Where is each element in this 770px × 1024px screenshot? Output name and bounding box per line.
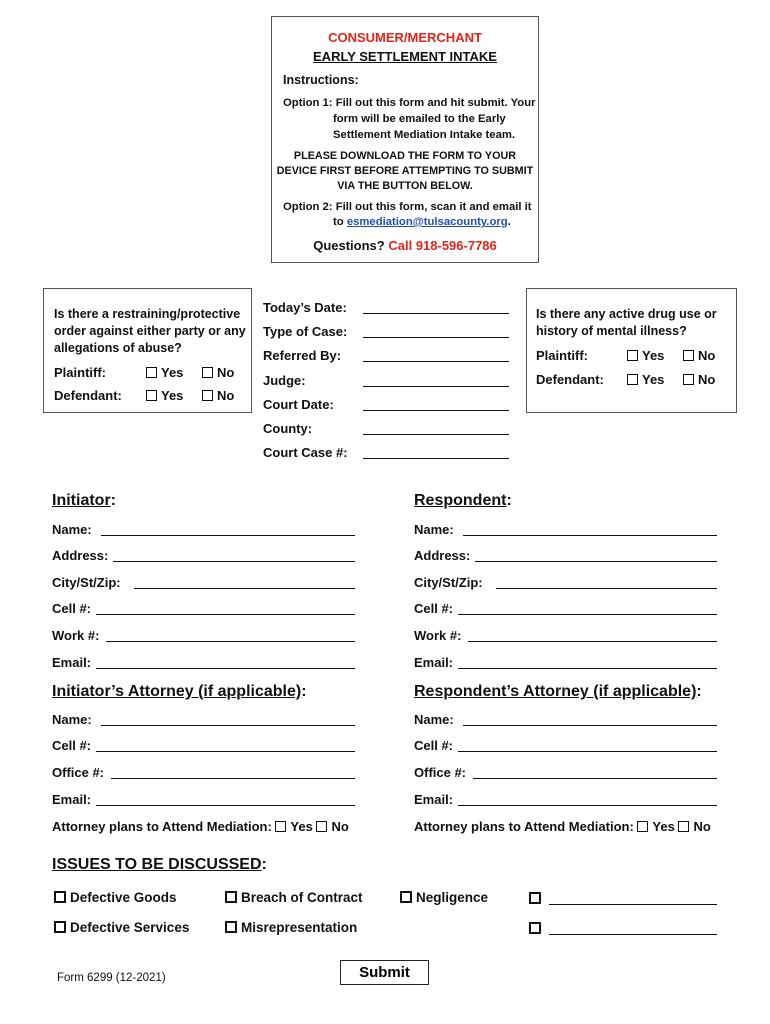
respondent-name-field[interactable] (463, 535, 717, 536)
type-of-case-label: Type of Case: (263, 324, 348, 339)
download-notice-line3: VIA THE BUTTON BELOW. (337, 180, 473, 192)
todays-date-field[interactable] (363, 313, 509, 314)
issue-other-2[interactable] (529, 920, 545, 938)
initiator-work-label: Work #: (52, 628, 100, 643)
drug-defendant-no[interactable]: No (683, 372, 715, 387)
initiator-address-label: Address: (52, 548, 109, 563)
respondent-cell-field[interactable] (458, 614, 717, 615)
issue-negligence[interactable]: Negligence (400, 890, 488, 905)
judge-field[interactable] (363, 386, 509, 387)
checkbox[interactable] (529, 892, 541, 904)
option1-line3: Settlement Mediation Intake team. (333, 129, 516, 141)
submit-button[interactable]: Submit (340, 960, 429, 985)
checkbox[interactable] (202, 390, 213, 401)
respondent-attorney-cell-label: Cell #: (414, 738, 454, 753)
checkbox[interactable] (683, 374, 694, 385)
issue-breach-of-contract[interactable]: Breach of Contract (225, 890, 363, 905)
checkbox[interactable] (275, 821, 286, 832)
restraining-defendant-label: Defendant: (54, 388, 122, 403)
initiator-attorney-office-field[interactable] (111, 778, 355, 779)
checkbox[interactable] (627, 350, 638, 361)
respondent-address-field[interactable] (475, 561, 717, 562)
initiator-cell-field[interactable] (96, 614, 355, 615)
restraining-question-line3: allegations of abuse? (54, 341, 182, 355)
form-title-line1: CONSUMER/MERCHANT (328, 30, 482, 45)
drug-question-line2: history of mental illness? (536, 324, 687, 338)
checkbox[interactable] (54, 891, 66, 903)
initiator-attorney-cell-label: Cell #: (52, 738, 92, 753)
respondent-cell-label: Cell #: (414, 601, 454, 616)
option2-to: to (333, 216, 344, 228)
initiator-attorney-office-label: Office #: (52, 765, 105, 780)
checkbox[interactable] (678, 821, 689, 832)
initiator-city-field[interactable] (134, 588, 355, 589)
issue-other-1[interactable] (529, 890, 545, 908)
issue-misrepresentation[interactable]: Misrepresentation (225, 920, 357, 935)
issue-other-1-field[interactable] (549, 904, 717, 905)
download-notice-line1: PLEASE DOWNLOAD THE FORM TO YOUR (293, 150, 517, 162)
restraining-question-line1: Is there a restraining/protective (54, 307, 241, 321)
drug-defendant-yes[interactable]: Yes (627, 372, 664, 387)
restraining-question-line2: order against either party or any (54, 324, 246, 338)
court-date-field[interactable] (363, 410, 509, 411)
checkbox[interactable] (400, 891, 412, 903)
initiator-email-label: Email: (52, 655, 92, 670)
initiator-attorney-name-field[interactable] (101, 725, 355, 726)
respondent-email-field[interactable] (458, 668, 717, 669)
checkbox[interactable] (637, 821, 648, 832)
initiator-cell-label: Cell #: (52, 601, 92, 616)
questions-phone: Call 918-596-7786 (388, 238, 497, 253)
issue-defective-goods[interactable]: Defective Goods (54, 890, 177, 905)
initiator-attorney-attend-label: Attorney plans to Attend Mediation: (52, 819, 272, 834)
option2-period: . (507, 216, 511, 228)
initiator-address-field[interactable] (113, 561, 355, 562)
drug-defendant-label: Defendant: (536, 372, 604, 387)
initiator-attorney-attend: Attorney plans to Attend Mediation: Yes No (52, 819, 349, 834)
checkbox[interactable] (146, 367, 157, 378)
initiator-city-label: City/St/Zip: (52, 575, 121, 590)
judge-label: Judge: (263, 373, 306, 388)
questions-label: Questions? (313, 238, 385, 253)
court-case-label: Court Case #: (263, 445, 348, 460)
checkbox[interactable] (529, 922, 541, 934)
option1-line2: form will be emailed to the Early (333, 113, 506, 125)
initiator-email-field[interactable] (96, 668, 355, 669)
issue-defective-services[interactable]: Defective Services (54, 920, 189, 935)
respondent-city-field[interactable] (496, 588, 717, 589)
restraining-defendant-no[interactable]: No (202, 388, 234, 403)
respondent-city-label: City/St/Zip: (414, 575, 483, 590)
respondent-attorney-name-field[interactable] (463, 725, 717, 726)
restraining-defendant-yes[interactable]: Yes (146, 388, 183, 403)
checkbox[interactable] (146, 390, 157, 401)
checkbox[interactable] (683, 350, 694, 361)
respondent-work-field[interactable] (468, 641, 717, 642)
county-field[interactable] (363, 434, 509, 435)
form-title-line2: EARLY SETTLEMENT INTAKE (313, 49, 497, 64)
checkbox[interactable] (202, 367, 213, 378)
option2-line2 (333, 216, 511, 228)
respondent-attorney-office-field[interactable] (473, 778, 717, 779)
type-of-case-field[interactable] (363, 337, 509, 338)
email-link[interactable]: esmediation@tulsacounty.org (346, 216, 508, 228)
drug-plaintiff-yes[interactable]: Yes (627, 348, 664, 363)
respondent-attorney-cell-field[interactable] (458, 751, 717, 752)
initiator-attorney-name-label: Name: (52, 712, 92, 727)
initiator-name-label: Name: (52, 522, 92, 537)
respondent-heading: Respondent: (414, 492, 512, 509)
respondent-attorney-office-label: Office #: (414, 765, 467, 780)
restraining-plaintiff-no[interactable]: No (202, 365, 234, 380)
drug-question-line1: Is there any active drug use or (536, 307, 717, 321)
initiator-attorney-email-label: Email: (52, 792, 92, 807)
referred-by-label: Referred By: (263, 348, 342, 363)
instructions-label: Instructions: (283, 73, 359, 87)
respondent-attorney-attend-label: Attorney plans to Attend Mediation: (414, 819, 634, 834)
checkbox[interactable] (225, 891, 237, 903)
initiator-work-field[interactable] (106, 641, 355, 642)
initiator-attorney-heading: Initiator’s Attorney (if applicable): (52, 683, 307, 700)
initiator-name-field[interactable] (101, 535, 355, 536)
drug-plaintiff-label: Plaintiff: (536, 348, 588, 363)
respondent-email-label: Email: (414, 655, 454, 670)
restraining-plaintiff-yes[interactable]: Yes (146, 365, 183, 380)
checkbox[interactable] (225, 921, 237, 933)
form-number: Form 6299 (12-2021) (57, 972, 166, 984)
respondent-address-label: Address: (414, 548, 471, 563)
checkbox[interactable] (54, 921, 66, 933)
initiator-heading: Initiator: (52, 492, 116, 509)
initiator-attorney-cell-field[interactable] (96, 751, 355, 752)
option1-line1: Option 1: Fill out this form and hit submit. Your (283, 97, 536, 109)
respondent-name-label: Name: (414, 522, 454, 537)
restraining-plaintiff-label: Plaintiff: (54, 365, 106, 380)
checkbox[interactable] (316, 821, 327, 832)
respondent-attorney-name-label: Name: (414, 712, 454, 727)
referred-by-field[interactable] (363, 361, 509, 362)
respondent-attorney-attend: Attorney plans to Attend Mediation: Yes No (414, 819, 711, 834)
respondent-attorney-email-field[interactable] (458, 805, 717, 806)
todays-date-label: Today’s Date: (263, 300, 347, 315)
initiator-attorney-email-field[interactable] (96, 805, 355, 806)
issue-other-2-field[interactable] (549, 934, 717, 935)
respondent-work-label: Work #: (414, 628, 462, 643)
option2-line1: Option 2: Fill out this form, scan it and email it (283, 201, 532, 213)
respondent-attorney-email-label: Email: (414, 792, 454, 807)
county-label: County: (263, 421, 313, 436)
issues-heading: ISSUES TO BE DISCUSSED: (52, 856, 267, 873)
respondent-attorney-heading: Respondent’s Attorney (if applicable): (414, 683, 702, 700)
checkbox[interactable] (627, 374, 638, 385)
drug-plaintiff-no[interactable]: No (683, 348, 715, 363)
questions-line (271, 238, 539, 253)
download-notice-line2: DEVICE FIRST BEFORE ATTEMPTING TO SUBMIT (276, 165, 534, 177)
court-case-field[interactable] (363, 458, 509, 459)
court-date-label: Court Date: (263, 397, 334, 412)
